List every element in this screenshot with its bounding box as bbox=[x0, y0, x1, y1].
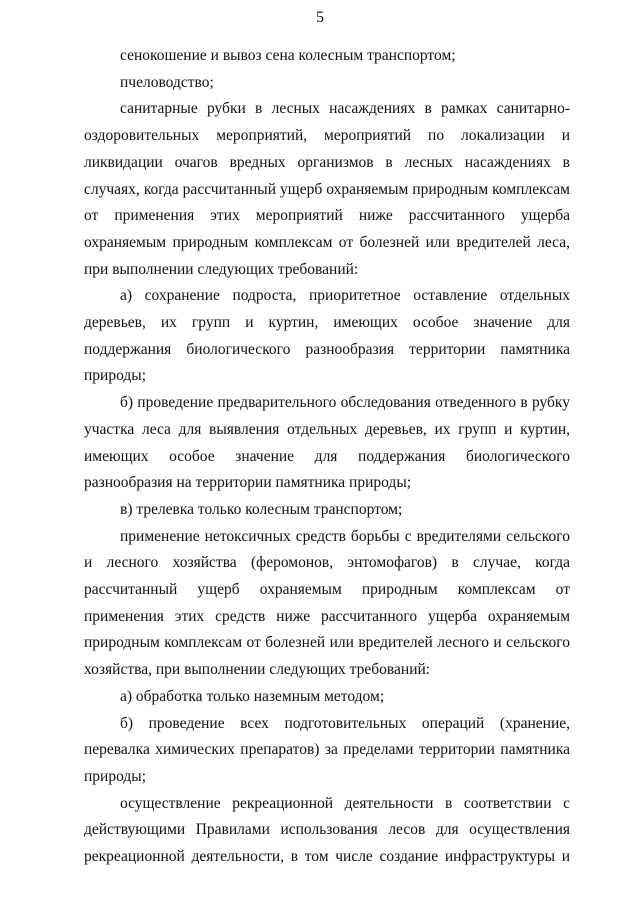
paragraph-haymaking: сенокошение и вывоз сена колесным транспортом; bbox=[120, 47, 456, 64]
paragraph-requirement-b-survey: б) проведение предварительного обследования отведенного в рубку участка леса для выявления отдельных деревьев, их групп и куртин, имеющих особое значение для поддержания биологического разнообразия на территории памятника природы; bbox=[84, 394, 570, 492]
paragraph-beekeeping: пчеловодство; bbox=[120, 73, 214, 91]
page-number: 5 bbox=[316, 9, 324, 26]
document-body bbox=[84, 43, 570, 871]
paragraph-requirement-c-skidding: в) трелевка только колесным транспортом; bbox=[120, 500, 403, 518]
paragraph-requirement-a-ground-method: а) обработка только наземным методом; bbox=[120, 687, 385, 705]
paragraph-non-toxic-pest-control: применение нетоксичных средств борьбы с вредителями сельского и лесного хозяйства (феромонов, энтомофагов) в случае, когда рассчитанный ущерб охраняемым природным комплексам от применения этих средств ниже рассчитанного ущерба охраняемым природным комплексам от болезней или вредителей лесного и сельского хозяйства, при выполнении следующих требований: bbox=[84, 527, 570, 679]
paragraph-recreational-activity: осуществление рекреационной деятельности в соответствии с действующими Правилами использования лесов для осуществления рекреационной деятельности, в том числе создание инфраструктуры и bbox=[84, 794, 570, 866]
paragraph-requirement-b-preparation: б) проведение всех подготовительных операций (хранение, перевалка химических препаратов) за пределами территории памятника природы; bbox=[84, 714, 570, 785]
paragraph-requirement-a-undergrowth: а) сохранение подроста, приоритетное оставление отдельных деревьев, их групп и куртин, имеющих особое значение для поддержания биологического разнообразия территории памятника природы; bbox=[84, 287, 570, 385]
paragraph-sanitary-felling: санитарные рубки в лесных насаждениях в рамках санитарно-оздоровительных мероприятий, мероприятий по локализации и ликвидации очагов вредных организмов в лесных насаждениях в случаях, когда рассчитанный ущерб охраняемым природным комплексам от применения этих мероприятий ниже рассчитанного ущерба охраняемым природным комплексам от болезней или вредителей леса, при выполнении следующих требований: bbox=[84, 100, 570, 278]
